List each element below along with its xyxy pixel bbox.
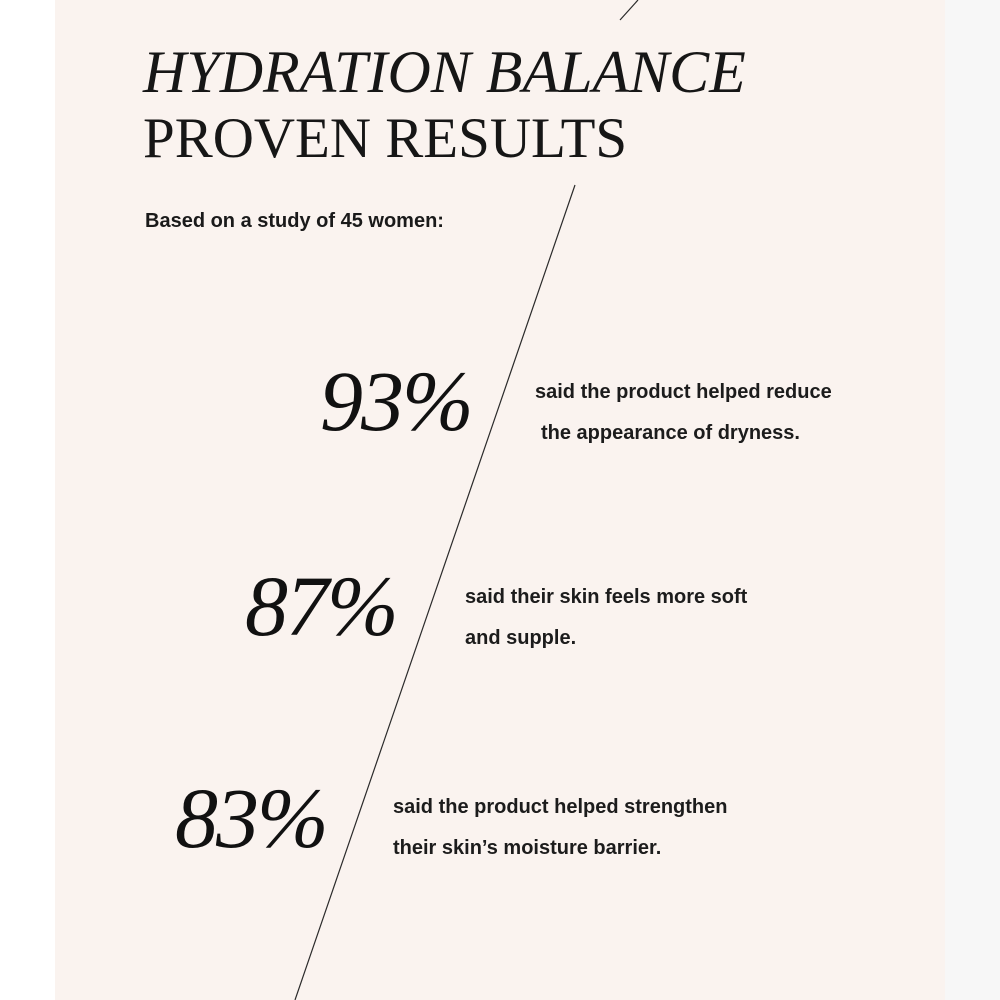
title-line-1: HYDRATION BALANCE (143, 39, 746, 105)
stat-description-2-line-2: and supple. (465, 627, 577, 649)
stat-description-1 (535, 372, 832, 454)
divider-top-segment (620, 0, 638, 20)
right-margin (945, 0, 1000, 1000)
stat-description-3 (393, 787, 727, 869)
stat-description-2-line-1: said their skin feels more soft (465, 586, 748, 608)
stat-description-1-line-2: the appearance of dryness. (541, 422, 800, 444)
stat-description-3-line-2: their skin’s moisture barrier. (393, 837, 662, 859)
stat-description-3-line-1: said the product helped strengthen (393, 796, 728, 818)
stat-value-2: 87% (245, 558, 397, 654)
study-subtitle: Based on a study of 45 women: (145, 210, 444, 232)
left-margin (0, 0, 55, 1000)
results-panel (55, 0, 945, 1000)
stat-description-1-line-1: said the product helped reduce (535, 381, 832, 403)
stat-description-2 (465, 577, 747, 659)
stat-value-1: 93% (320, 353, 472, 449)
title-line-2: PROVEN RESULTS (143, 107, 628, 170)
stat-value-3: 83% (175, 770, 327, 866)
